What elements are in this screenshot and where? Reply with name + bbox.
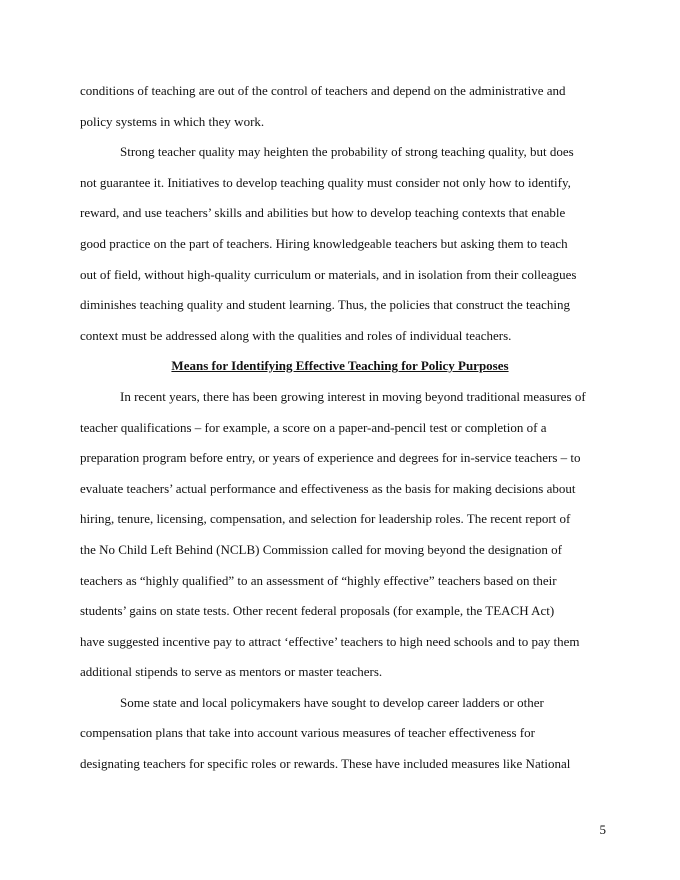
text-line: designating teachers for specific roles or rewards. These have included measures like National	[80, 756, 571, 772]
text-line: have suggested incentive pay to attract ‘effective’ teachers to high need schools and to pay them	[80, 633, 580, 649]
text-line: reward, and use teachers’ skills and abilities but how to develop teaching contexts that enable	[80, 205, 566, 221]
text-line: In recent years, there has been growing interest in moving beyond traditional measures of	[120, 388, 586, 404]
text-line: good practice on the part of teachers. Hiring knowledgeable teachers but asking them to teach	[80, 235, 568, 251]
text-line: Strong teacher quality may heighten the probability of strong teaching quality, but does	[120, 144, 574, 160]
text-line: teacher qualifications – for example, a score on a paper-and-pencil test or completion of a	[80, 419, 547, 435]
text-line: out of field, without high-quality curriculum or materials, and in isolation from their colleagues	[80, 266, 577, 282]
text-line: additional stipends to serve as mentors or master teachers.	[80, 664, 383, 680]
text-line: students’ gains on state tests. Other recent federal proposals (for example, the TEACH Act)	[80, 603, 555, 619]
text-line: diminishes teaching quality and student learning. Thus, the policies that construct the teaching	[80, 297, 571, 313]
body-text	[80, 76, 600, 780]
text-line: evaluate teachers’ actual performance and effectiveness as the basis for making decisions about	[80, 480, 576, 496]
text-line: the No Child Left Behind (NCLB) Commission called for moving beyond the designation of	[80, 541, 563, 557]
text-line: preparation program before entry, or years of experience and degrees for in-service teachers – to	[80, 450, 581, 466]
page-number: 5	[599, 822, 606, 837]
text-line: conditions of teaching are out of the control of teachers and depend on the administrative and	[80, 83, 566, 98]
text-line: not guarantee it. Initiatives to develop teaching quality must consider not only how to identify,	[80, 174, 571, 190]
section-heading: Means for Identifying Effective Teaching for Policy Purposes	[171, 358, 509, 374]
text-line: compensation plans that take into account various measures of teacher effectiveness for	[80, 725, 535, 741]
text-line: hiring, tenure, licensing, compensation, and selection for leadership roles. The recent report of	[80, 511, 571, 527]
text-line: context must be addressed along with the qualities and roles of individual teachers.	[80, 327, 512, 343]
text-line: policy systems in which they work.	[80, 113, 265, 129]
text-line: teachers as “highly qualified” to an assessment of “highly effective” teachers based on their	[80, 572, 557, 588]
text-line: Some state and local policymakers have sought to develop career ladders or other	[120, 694, 544, 710]
